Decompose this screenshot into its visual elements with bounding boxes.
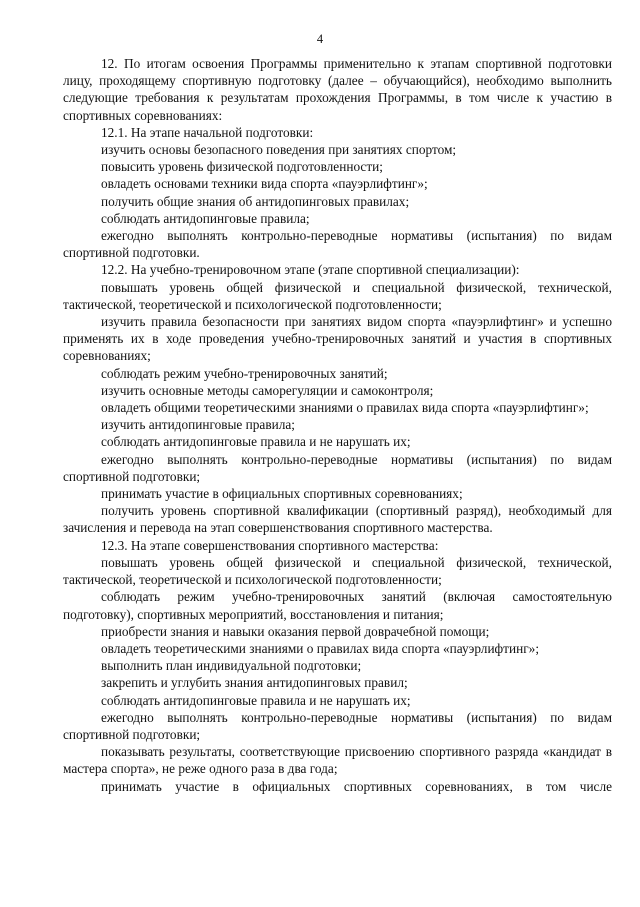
list-item: закрепить и углубить знания антидопинговых правил;: [101, 675, 408, 691]
list-item: получить уровень спортивной квалификации (спортивный разряд), необходимый для зачисления и перевода на этап совершенствования спортивного мастерства.: [63, 503, 612, 536]
list-item: ежегодно выполнять контрольно-переводные нормативы (испытания) по видам спортивной подготовки.: [63, 228, 612, 261]
list-item: показывать результаты, соответствующие присвоению спортивного разряда «кандидат в мастера спорта», не реже одного раза в два года;: [63, 744, 612, 777]
list-item: ежегодно выполнять контрольно-переводные нормативы (испытания) по видам спортивной подготовки;: [63, 451, 612, 484]
heading-12-1: 12.1. На этапе начальной подготовки:: [101, 124, 314, 140]
list-item: овладеть теоретическими знаниями о правилах вида спорта «пауэрлифтинг»;: [101, 640, 540, 656]
list-item: принимать участие в официальных спортивных соревнованиях;: [101, 486, 463, 502]
list-item: соблюдать режим учебно-тренировочных занятий (включая самостоятельную подготовку), спортивных мероприятий, восстановления и питания;: [63, 589, 612, 622]
page-number: 4: [316, 32, 324, 46]
list-item: выполнить план индивидуальной подготовки;: [101, 658, 362, 674]
list-item: изучить правила безопасности при занятиях видом спорта «пауэрлифтинг» и успешно применять их в ходе проведения учебно-тренировочных занятий и участия в спортивных соревнованиях;: [63, 314, 612, 364]
list-item: повышать уровень общей физической и специальной физической, технической, тактической, теоретической и психологической подготовленности;: [63, 279, 612, 312]
list-item: соблюдать антидопинговые правила и не нарушать их;: [101, 692, 411, 708]
list-item: изучить антидопинговые правила;: [101, 417, 295, 433]
list-item: получить общие знания об антидопинговых правилах;: [101, 193, 410, 209]
list-item: соблюдать антидопинговые правила и не нарушать их;: [101, 434, 411, 450]
list-item: принимать участие в официальных спортивных соревнованиях, в том числе: [101, 778, 612, 794]
list-item: овладеть основами техники вида спорта «пауэрлифтинг»;: [101, 176, 428, 192]
document-body: [63, 55, 612, 795]
list-item: изучить основные методы саморегуляции и самоконтроля;: [101, 382, 434, 398]
list-item: овладеть общими теоретическими знаниями о правилах вида спорта «пауэрлифтинг»;: [101, 400, 589, 416]
list-item: изучить основы безопасного поведения при занятиях спортом;: [101, 142, 457, 158]
heading-12-2: 12.2. На учебно-тренировочном этапе (этапе спортивной специализации):: [101, 262, 520, 278]
list-item: соблюдать антидопинговые правила;: [101, 210, 310, 226]
paragraph-12-intro: 12. По итогам освоения Программы применительно к этапам спортивной подготовки лицу, проходящему спортивную подготовку (далее – обучающийся), необходимо выполнить следующие требования к результатам прохождения Программы, в том числе к участию в спортивных соревнованиях:: [63, 56, 612, 123]
list-item: повысить уровень физической подготовленности;: [101, 159, 383, 175]
list-item: соблюдать режим учебно-тренировочных занятий;: [101, 365, 388, 381]
heading-12-3: 12.3. На этапе совершенствования спортивного мастерства:: [101, 537, 439, 553]
list-item: повышать уровень общей физической и специальной физической, технической, тактической, теоретической и психологической подготовленности;: [63, 554, 612, 588]
list-item: приобрести знания и навыки оказания первой доврачебной помощи;: [101, 623, 490, 639]
list-item: ежегодно выполнять контрольно-переводные нормативы (испытания) по видам спортивной подготовки;: [63, 709, 612, 742]
